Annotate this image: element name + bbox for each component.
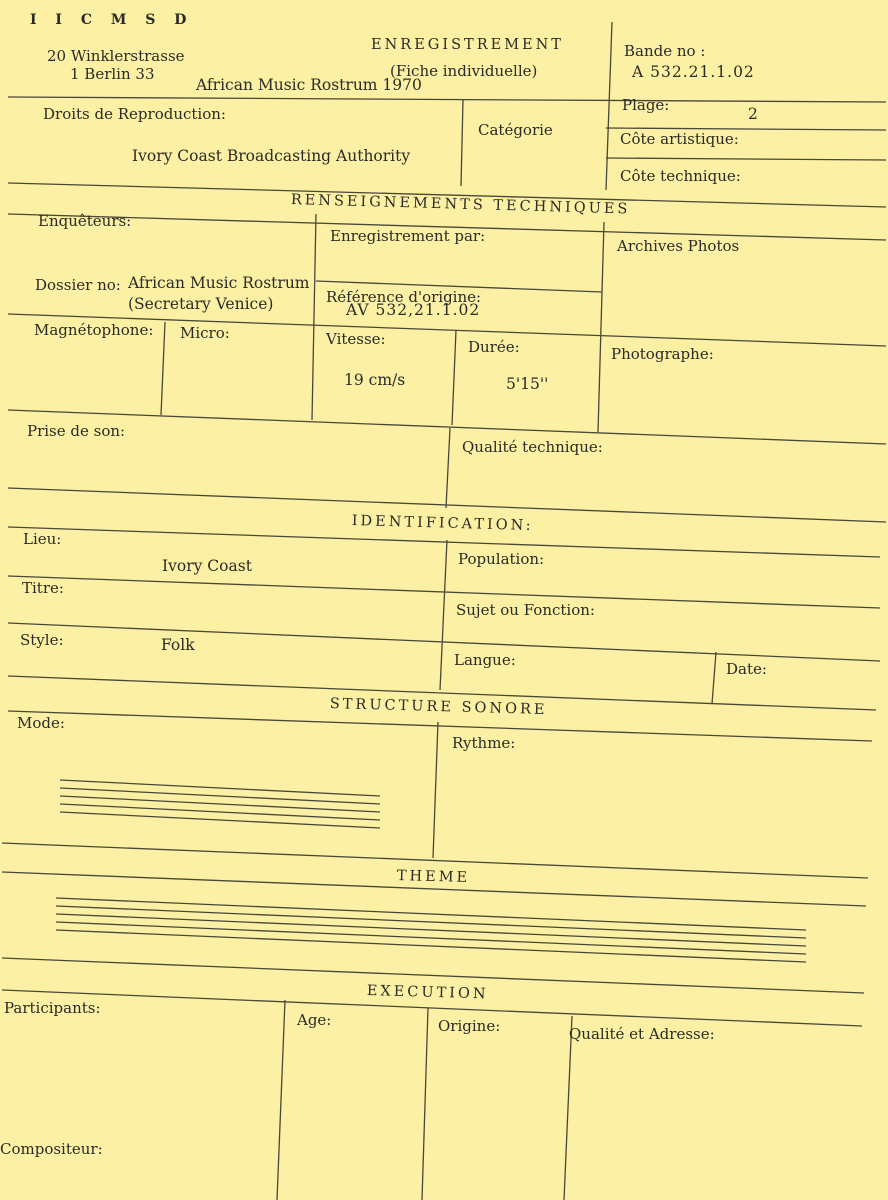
duree-label: Durée:	[468, 338, 520, 356]
enregistrement-par-label: Enregistrement par:	[330, 227, 486, 245]
org-logo: I I C M S D	[30, 12, 194, 28]
reference-label: Référence d'origine:	[326, 288, 482, 306]
archives-photos-label: Archives Photos	[617, 237, 740, 255]
event-name: African Music Rostrum 1970	[196, 76, 422, 94]
cote-artistique-label: Côte artistique:	[620, 130, 739, 148]
section-identification: IDENTIFICATION:	[351, 513, 534, 535]
lieu-value: Ivory Coast	[162, 557, 252, 575]
vitesse-label: Vitesse:	[326, 330, 386, 348]
section-execution: EXECUTION	[366, 983, 489, 1003]
style-value: Folk	[161, 636, 195, 654]
age-label: Age:	[297, 1011, 332, 1029]
reference-value: AV 532,21.1.02	[346, 301, 481, 319]
plage-label: Plage:	[622, 96, 670, 114]
style-label: Style:	[20, 631, 64, 649]
categorie-label: Catégorie	[478, 121, 553, 139]
participants-label: Participants:	[4, 999, 101, 1017]
compositeur-label: Compositeur:	[0, 1140, 103, 1158]
bande-value: A 532.21.1.02	[632, 63, 755, 81]
qualite-adresse-label: Qualité et Adresse:	[569, 1025, 715, 1043]
cote-technique-label: Côte technique:	[620, 167, 741, 185]
qualite-technique-label: Qualité technique:	[462, 438, 603, 456]
date-label: Date:	[726, 660, 767, 678]
address-line-1: 20 Winklerstrasse	[47, 47, 185, 65]
rythme-label: Rythme:	[452, 734, 516, 752]
micro-label: Micro:	[180, 324, 230, 342]
address-line-2: 1 Berlin 33	[70, 65, 155, 83]
section-structure-sonore: STRUCTURE SONORE	[329, 696, 548, 719]
lieu-label: Lieu:	[23, 530, 62, 548]
origine-label: Origine:	[438, 1017, 501, 1035]
plage-value: 2	[748, 105, 758, 123]
vitesse-value: 19 cm/s	[344, 371, 406, 389]
droits-value: Ivory Coast Broadcasting Authority	[132, 147, 411, 165]
population-label: Population:	[458, 550, 545, 568]
titre-label: Titre:	[22, 579, 64, 597]
prise-de-son-label: Prise de son:	[27, 422, 126, 440]
droits-label: Droits de Reproduction:	[43, 105, 226, 123]
sujet-label: Sujet ou Fonction:	[456, 601, 595, 619]
duree-value: 5'15''	[506, 375, 549, 393]
photographe-label: Photographe:	[611, 345, 714, 363]
section-renseignements-techniques: RENSEIGNEMENTS TECHNIQUES	[290, 192, 631, 218]
enqueteurs-label: Enquêteurs:	[38, 212, 132, 230]
form-subtitle: (Fiche individuelle)	[390, 62, 538, 80]
form-title: ENREGISTREMENT	[371, 37, 564, 53]
bande-label: Bande no :	[624, 42, 706, 60]
dossier-value-1: African Music Rostrum	[128, 274, 310, 292]
mode-label: Mode:	[17, 714, 65, 732]
langue-label: Langue:	[454, 651, 516, 669]
magnetophone-label: Magnétophone:	[34, 321, 154, 339]
dossier-label: Dossier no:	[35, 276, 121, 294]
dossier-value-2: (Secretary Venice)	[128, 295, 274, 313]
section-theme: THEME	[396, 868, 471, 887]
